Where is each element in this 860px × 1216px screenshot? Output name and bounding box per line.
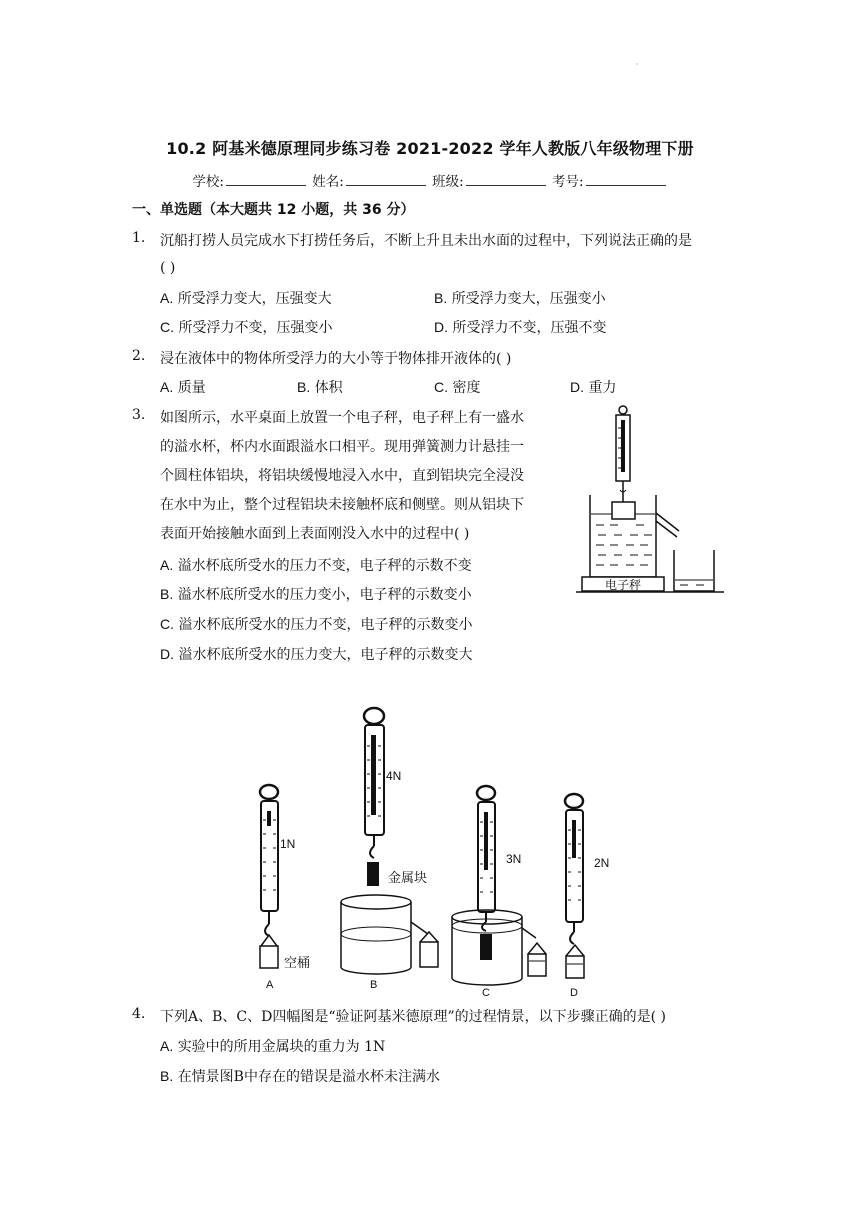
q1-option-b[interactable]: B. 所受浮力变大，压强变小	[434, 290, 606, 307]
q3-option-d[interactable]: D. 溢水杯底所受水的压力变大，电子秤的示数变大	[160, 646, 473, 663]
q2-option-d[interactable]: D. 重力	[570, 379, 617, 396]
q4-stem: 下列A、B、C、D四幅图是“验证阿基米德原理”的过程情景，以下步骤正确的是( )	[160, 1009, 667, 1025]
name-label: 姓名:	[312, 174, 344, 190]
school-label: 学校:	[192, 174, 224, 190]
q3-figure	[576, 404, 726, 600]
label-d: D	[570, 987, 578, 999]
q1-stem-line1: 沉船打捞人员完成水下打捞任务后，不断上升且未出水面的过程中，下列说法正确的是	[160, 233, 692, 249]
q4-figure	[250, 702, 620, 1000]
reading-b: 4N	[386, 769, 402, 783]
q1-option-d[interactable]: D. 所受浮力不变，压强不变	[434, 319, 607, 336]
class-label: 班级:	[432, 174, 464, 190]
q2-option-c[interactable]: C. 密度	[434, 379, 481, 396]
scale-b	[341, 708, 438, 991]
q4-number: 4.	[132, 1006, 146, 1022]
scale-d	[565, 794, 609, 999]
q3-option-a[interactable]: A. 溢水杯底所受水的压力不变，电子秤的示数不变	[160, 557, 472, 574]
reading-d: 2N	[594, 856, 610, 870]
header-mark: ·	[636, 60, 639, 69]
empty-bucket-label: 空桶	[284, 955, 311, 970]
school-blank[interactable]	[226, 173, 306, 186]
label-b: B	[370, 979, 378, 991]
q1-number: 1.	[132, 230, 146, 246]
scale-c	[452, 786, 546, 999]
q3-stem-line4: 在水中为止，整个过程铝块未接触杯底和侧壁。则从铝块下	[160, 497, 524, 513]
label-c: C	[482, 987, 490, 999]
q3-stem-line2: 的溢水杯，杯内水面跟溢水口相平。现用弹簧测力计悬挂一	[160, 439, 524, 455]
q2-option-a[interactable]: A. 质量	[160, 379, 206, 396]
q3-number: 3.	[132, 407, 146, 423]
q4-option-a[interactable]: A. 实验中的所用金属块的重力为 1N	[160, 1038, 386, 1055]
q2-option-b[interactable]: B. 体积	[297, 379, 343, 396]
q3-stem-line3: 个圆柱体铝块，将铝块缓慢地浸入水中，直到铝块完全浸没	[160, 468, 524, 484]
student-info	[0, 170, 860, 190]
q3-option-b[interactable]: B. 溢水杯底所受水的压力变小，电子秤的示数变小	[160, 586, 472, 603]
scale-a	[260, 785, 310, 991]
q2-stem: 浸在液体中的物体所受浮力的大小等于物体排开液体的( )	[160, 351, 512, 367]
page-title: 10.2 阿基米德原理同步练习卷 2021-2022 学年人教版八年级物理下册	[166, 139, 694, 158]
q1-option-c[interactable]: C. 所受浮力不变，压强变小	[160, 319, 333, 336]
q3-stem-line1: 如图所示，水平桌面上放置一个电子秤，电子秤上有一盛水	[160, 410, 524, 426]
q3-option-c[interactable]: C. 溢水杯底所受水的压力不变，电子秤的示数变小	[160, 616, 473, 633]
exam-no-blank[interactable]	[586, 173, 666, 186]
q1-stem-line2: ( )	[160, 260, 176, 276]
scale-label: 电子秤	[604, 578, 642, 592]
label-a: A	[266, 979, 274, 991]
q4-option-b[interactable]: B. 在情景图B中存在的错误是溢水杯未注满水	[160, 1068, 440, 1085]
q2-number: 2.	[132, 348, 146, 364]
metal-block-label: 金属块	[388, 870, 428, 885]
exam-no-label: 考号:	[552, 174, 584, 190]
section-heading: 一、单选题（本大题共 12 小题，共 36 分）	[132, 202, 415, 218]
reading-c: 3N	[506, 852, 522, 866]
q3-stem-line5: 表面开始接触水面到上表面刚没入水中的过程中( )	[160, 526, 470, 542]
q1-option-a[interactable]: A. 所受浮力变大，压强变大	[160, 290, 332, 307]
class-blank[interactable]	[466, 173, 546, 186]
reading-a: 1N	[280, 837, 296, 851]
name-blank[interactable]	[346, 173, 426, 186]
